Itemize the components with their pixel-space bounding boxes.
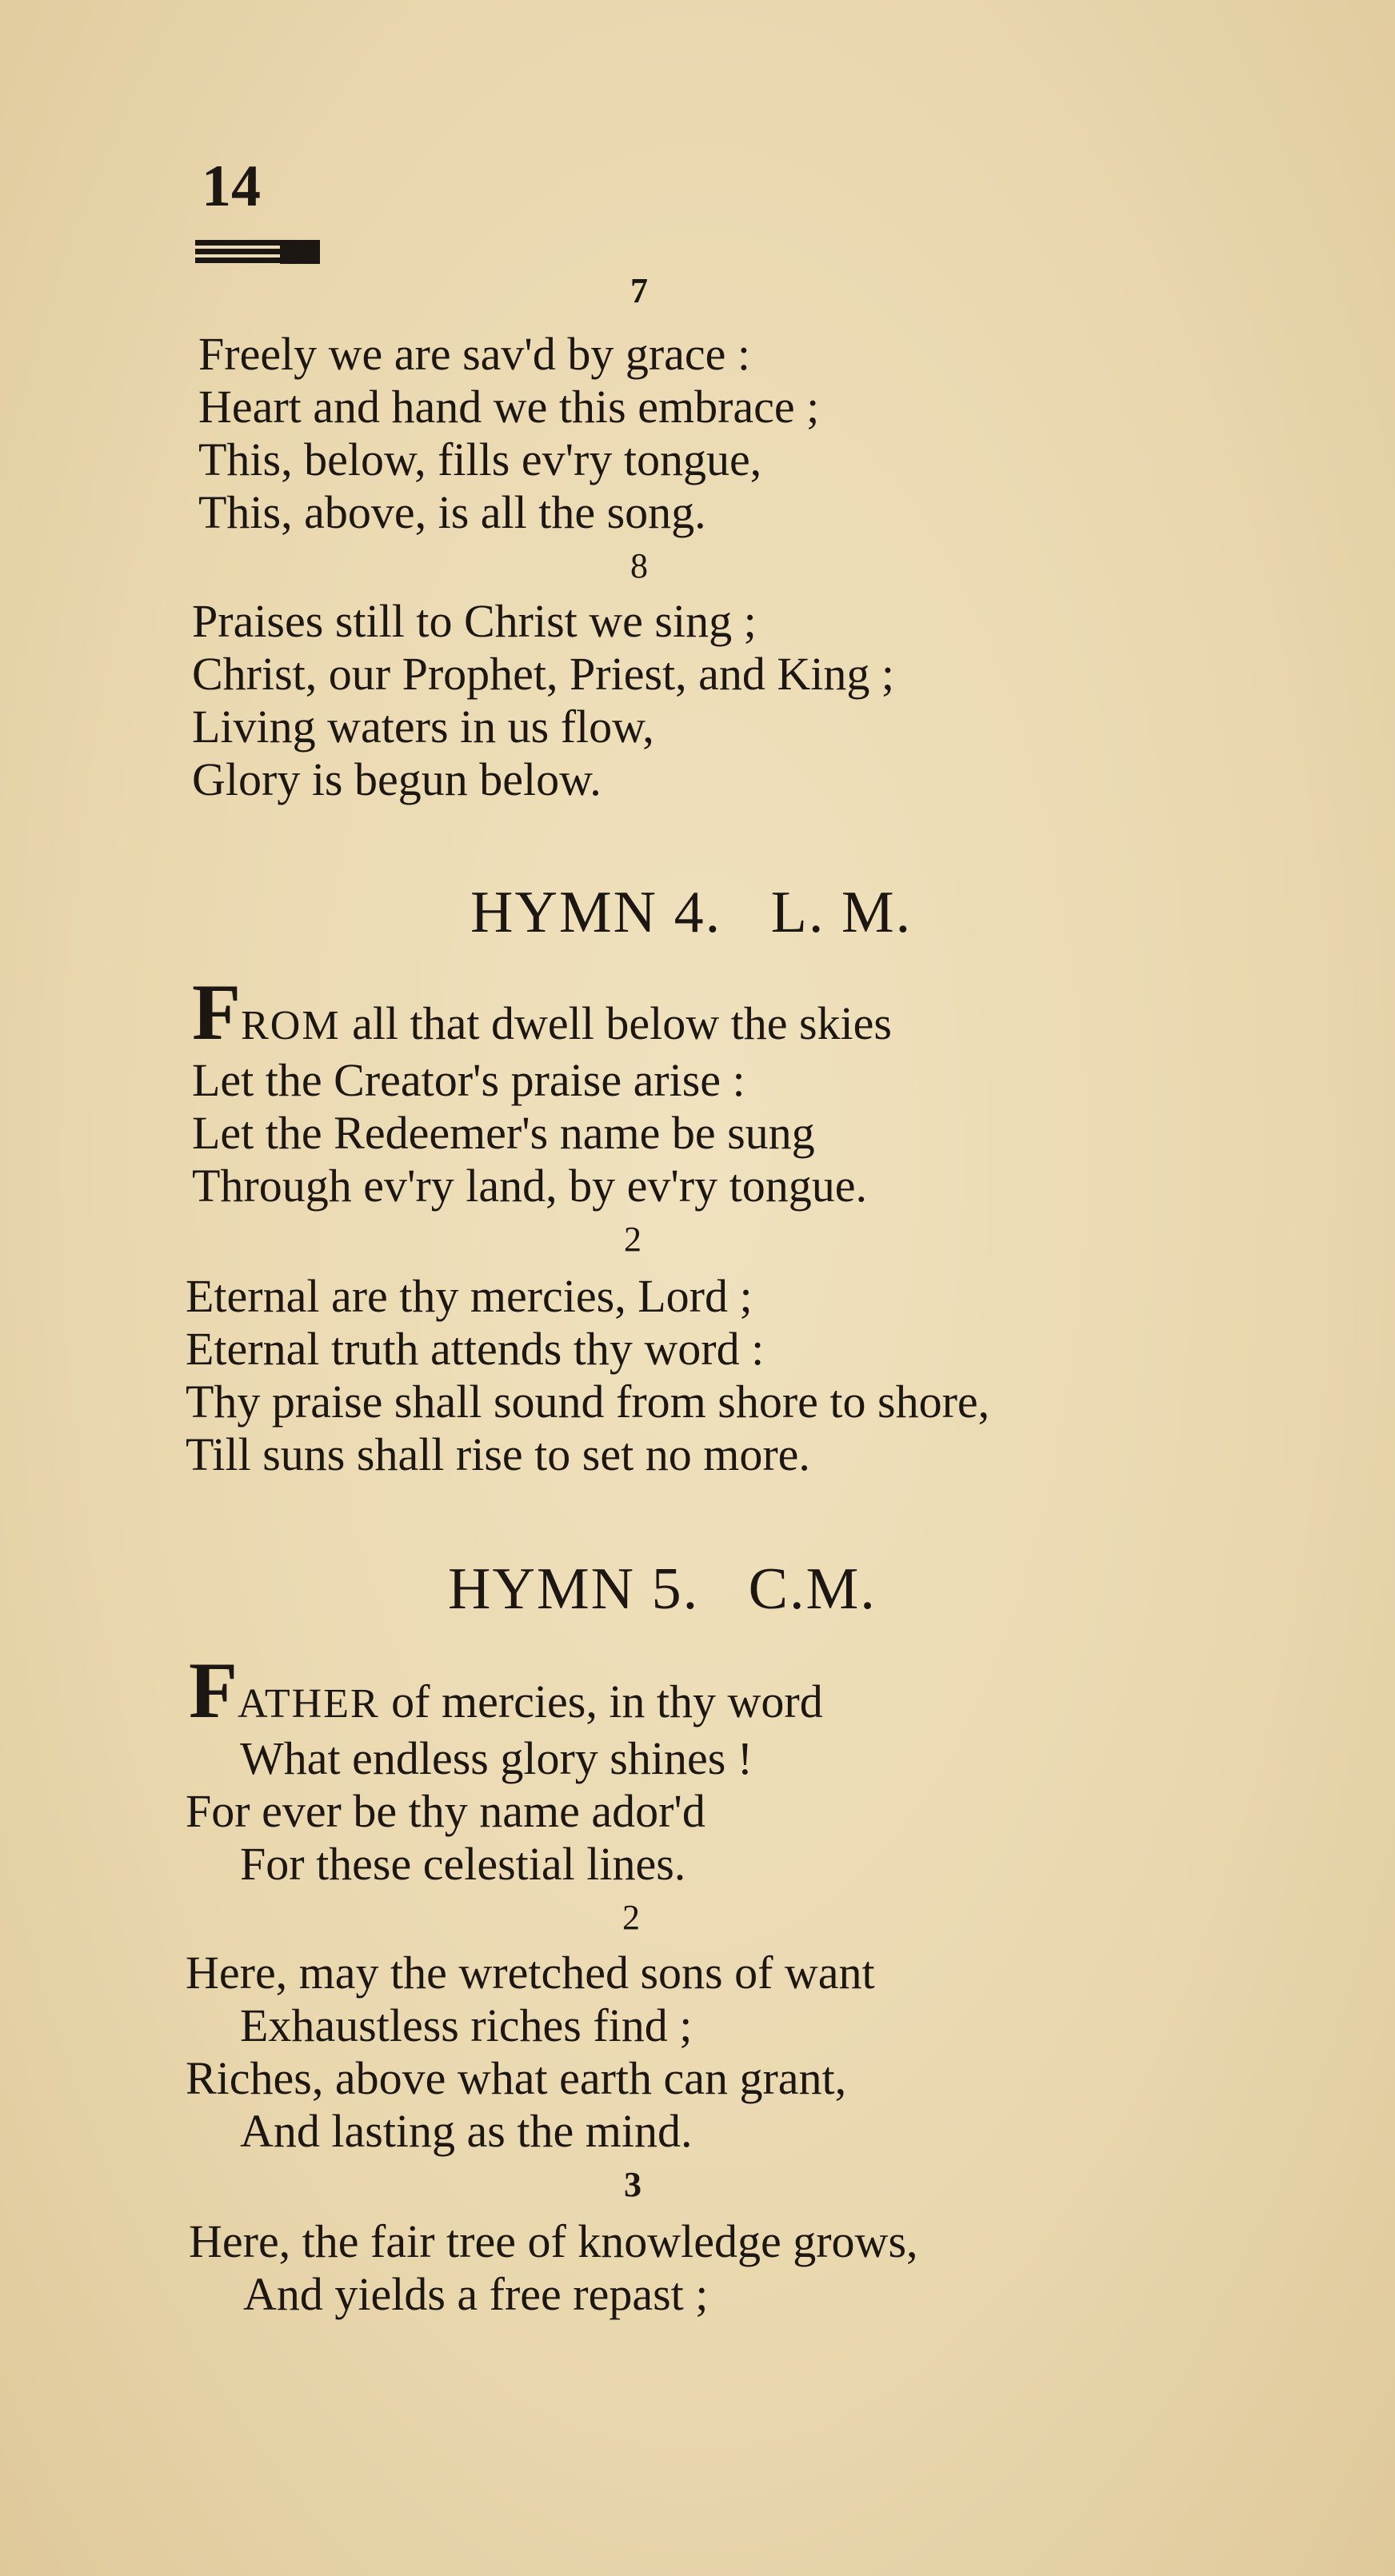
hymn-title: HYMN 4. [470,880,722,945]
drop-cap: F [192,968,242,1056]
verse-line: Riches, above what earth can grant, [186,2052,847,2104]
verse-line: Eternal truth attends thy word : [186,1323,765,1375]
hymn-heading [448,1556,877,1622]
verse-line: Freely we are sav'd by grace : [198,328,751,380]
stanza-number-2: 2 [622,1898,640,1937]
stanza-number-2: 2 [624,1220,642,1259]
hymn-heading [470,880,913,945]
drop-cap: F [189,1646,238,1735]
verse-line: Here, the fair tree of knowledge grows, [189,2215,918,2267]
stanza-number-3: 3 [624,2165,642,2204]
verse-line: Through ev'ry land, by ev'ry tongue. [192,1160,867,1212]
verse-line-indented: What endless glory shines ! [240,1732,753,1784]
first-word-smallcaps: ROM [241,1003,341,1048]
hymn-meter: C.M. [748,1556,877,1622]
verse-line-indented: And lasting as the mind. [240,2105,693,2157]
verse-line: Glory is begun below. [192,753,602,805]
hymn-meter: L. M. [770,880,913,945]
verse-line: Here, may the wretched sons of want [186,1947,875,1999]
verse-line: Living waters in us flow, [192,701,654,753]
page-number: 14 [202,154,261,219]
first-line-rest: of mercies, in thy word [391,1675,823,1727]
verse-line: Till suns shall rise to set no more. [186,1428,810,1480]
verse-line-indented: For these celestial lines. [240,1838,686,1890]
verse-line-indented: Exhaustless riches find ; [240,1999,693,2051]
verse-line: For ever be thy name ador'd [186,1785,705,1837]
verse-line: Thy praise shall sound from shore to shore, [186,1376,990,1428]
verse-line-indented: And yields a free repast ; [243,2268,709,2320]
first-word-smallcaps: ATHER [238,1681,380,1727]
hymn-title: HYMN 5. [448,1556,700,1622]
verse-line-first [189,1646,823,1735]
verse-line: Eternal are thy mercies, Lord ; [186,1270,753,1322]
header-rule [195,240,320,264]
verse-line: Let the Creator's praise arise : [192,1054,745,1106]
first-line-rest: all that dwell below the skies [352,997,892,1049]
verse-line: Heart and hand we this embrace ; [198,381,820,433]
verse-line: Praises still to Christ we sing ; [192,595,757,647]
stanza-number-8: 8 [630,546,648,585]
verse-line: Christ, our Prophet, Priest, and King ; [192,648,895,700]
verse-line: This, below, fills ev'ry tongue, [198,433,762,485]
verse-line-first [192,968,892,1056]
verse-line: Let the Redeemer's name be sung [192,1107,815,1159]
stanza-number-7: 7 [630,271,648,310]
verse-line: This, above, is all the song. [198,486,706,538]
